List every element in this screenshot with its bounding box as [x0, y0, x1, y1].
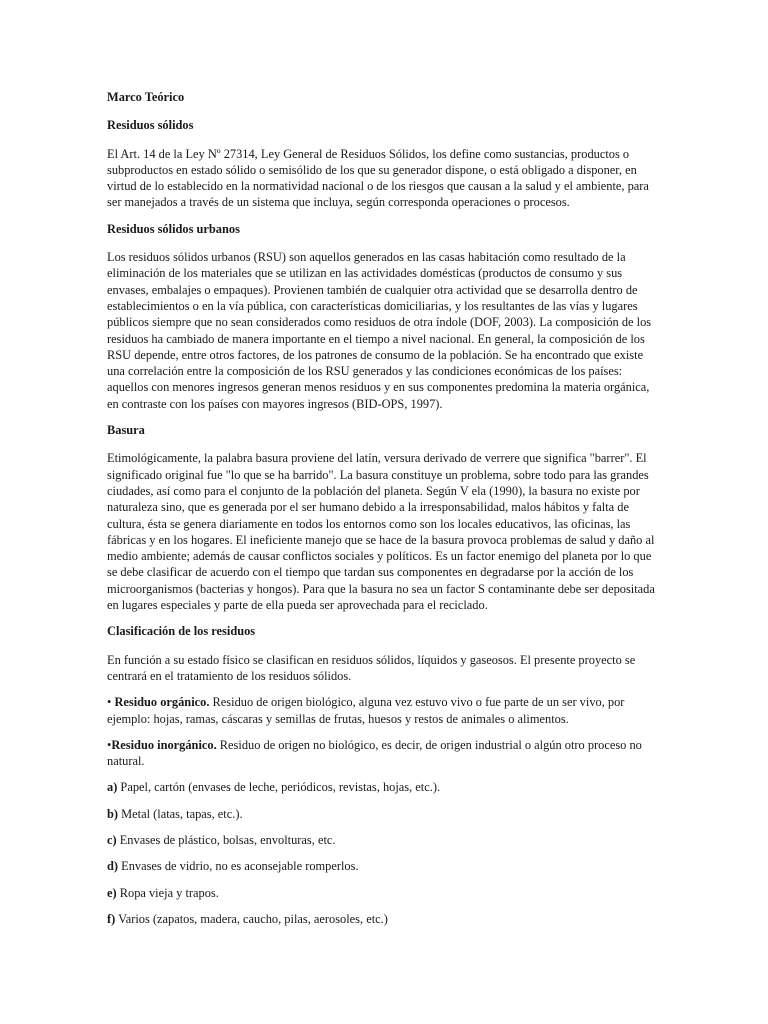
list-item-text: Varios (zapatos, madera, caucho, pilas, aerosoles, etc.) — [115, 911, 388, 926]
bullet-term: Residuo inorgánico. — [111, 737, 217, 752]
list-item-text: Metal (latas, tapas, etc.). — [118, 806, 243, 821]
bullet-marker: • — [107, 695, 115, 710]
list-item-label: b) — [107, 806, 119, 821]
list-item-label: e) — [107, 885, 117, 900]
list-item-label: a) — [107, 780, 118, 795]
list-item-label: c) — [107, 832, 117, 847]
heading-basura: Basura — [107, 423, 145, 438]
list-item-text: Envases de plástico, bolsas, envolturas, etc. — [116, 832, 336, 847]
list-item-c — [107, 832, 663, 848]
bullet-marker: • — [107, 737, 112, 752]
heading-residuos-urbanos: Residuos sólidos urbanos — [107, 221, 240, 236]
list-item-text: Envases de vidrio, no es aconsejable romperlos. — [118, 859, 359, 874]
paragraph-basura: Etimológicamente, la palabra basura proviene del latín, versura derivado de verrere que significa "barrer". El significado original fue "lo que se ha barrido". La basura constituye un problema, sobre todo para las grandes ciudades, así como para el conjunto de la población del planeta. Según V ela (1990), la basura no existe por naturaleza sino, que es generada por el ser humano debido a la irresponsabilidad, malos hábitos y falta de cultura, ésta se genera diariamente en todos los entornos como son los locales educativos, las oficinas, las fábricas y en los hogares. El ineficiente manejo que se hace de la basura provoca problemas de salud y daño al medio ambiente; además de causar conflictos sociales y políticos. Es un factor enemigo del planeta por lo que se debe clasificar de acuerdo con el tiempo que tardan sus componentes en degradarse por la acción de los microorganismos (bacterias y hongos). Para que la basura no sea un factor S contaminante debe ser depositada en lugares especiales y parte de ella pueda ser aprovechada para el reciclado. — [107, 451, 655, 613]
list-item-a — [107, 779, 663, 795]
paragraph-residuos-solidos: El Art. 14 de la Ley Nº 27314, Ley General de Residuos Sólidos, los define como sustancias, productos o subproductos en estado sólido o semisólido de los que su generador dispone, o está obligado a disponer, en virtud de lo establecido en la normatividad nacional o de los riesgos que causan a la salud y el ambiente, para ser manejados a través de un sistema que incluya, según corresponda operaciones o procesos. — [107, 146, 649, 210]
list-item-d — [107, 858, 663, 874]
heading-clasificacion: Clasificación de los residuos — [107, 624, 256, 639]
list-item-text: Papel, cartón (envases de leche, periódicos, revistas, hojas, etc.). — [117, 780, 441, 795]
page-title: Marco Teórico — [107, 90, 185, 104]
bullet-organico — [107, 694, 663, 727]
bullet-inorganico — [107, 737, 663, 770]
list-item-f — [107, 911, 663, 927]
bullet-term: Residuo orgánico. — [114, 695, 210, 710]
list-item-text: Ropa vieja y trapos. — [116, 885, 219, 900]
list-item-label: d) — [107, 859, 119, 874]
paragraph-residuos-urbanos: Los residuos sólidos urbanos (RSU) son aquellos generados en las casas habitación como resultado de la eliminación de los materiales que se utilizan en las actividades domésticas (productos de consumo y sus envases, embalajes o empaques). Provienen también de cualquier otra actividad que se desarrolla dentro de establecimientos o en la vía pública, con características domiciliarias, y los resultantes de las vías y lugares públicos siempre que no sean considerados como residuos de otra índole (DOF, 2003). La composición de los residuos ha cambiado de manera importante en el tiempo a nivel nacional. En general, la composición de los RSU depende, entre otros factores, de los patrones de consumo de la población. Se ha encontrado que existe una correlación entre la composición de los RSU generados y las condiciones económicas de los países: aquellos con menores ingresos generan menos residuos y en sus componentes predomina la materia orgánica, en contraste con los países con mayores ingresos (BID-OPS, 1997). — [107, 250, 652, 411]
list-item-label: f) — [107, 911, 116, 926]
bullet-text: Residuo de origen biológico, alguna vez estuvo vivo o fue parte de un ser vivo, por ejemplo: hojas, ramas, cáscaras y semillas de frutas, huesos y restos de animales o alimentos. — [107, 695, 625, 726]
document-body — [107, 89, 663, 937]
bullet-text: Residuo de origen no biológico, es decir, de origen industrial o algún otro proceso no natural. — [107, 737, 642, 769]
list-item-e — [107, 885, 663, 901]
paragraph-clasificacion: En función a su estado físico se clasifican en residuos sólidos, líquidos y gaseosos. El presente proyecto se centrará en el tratamiento de los residuos sólidos. — [107, 652, 636, 683]
heading-residuos-solidos: Residuos sólidos — [107, 118, 194, 133]
list-item-b — [107, 806, 663, 822]
